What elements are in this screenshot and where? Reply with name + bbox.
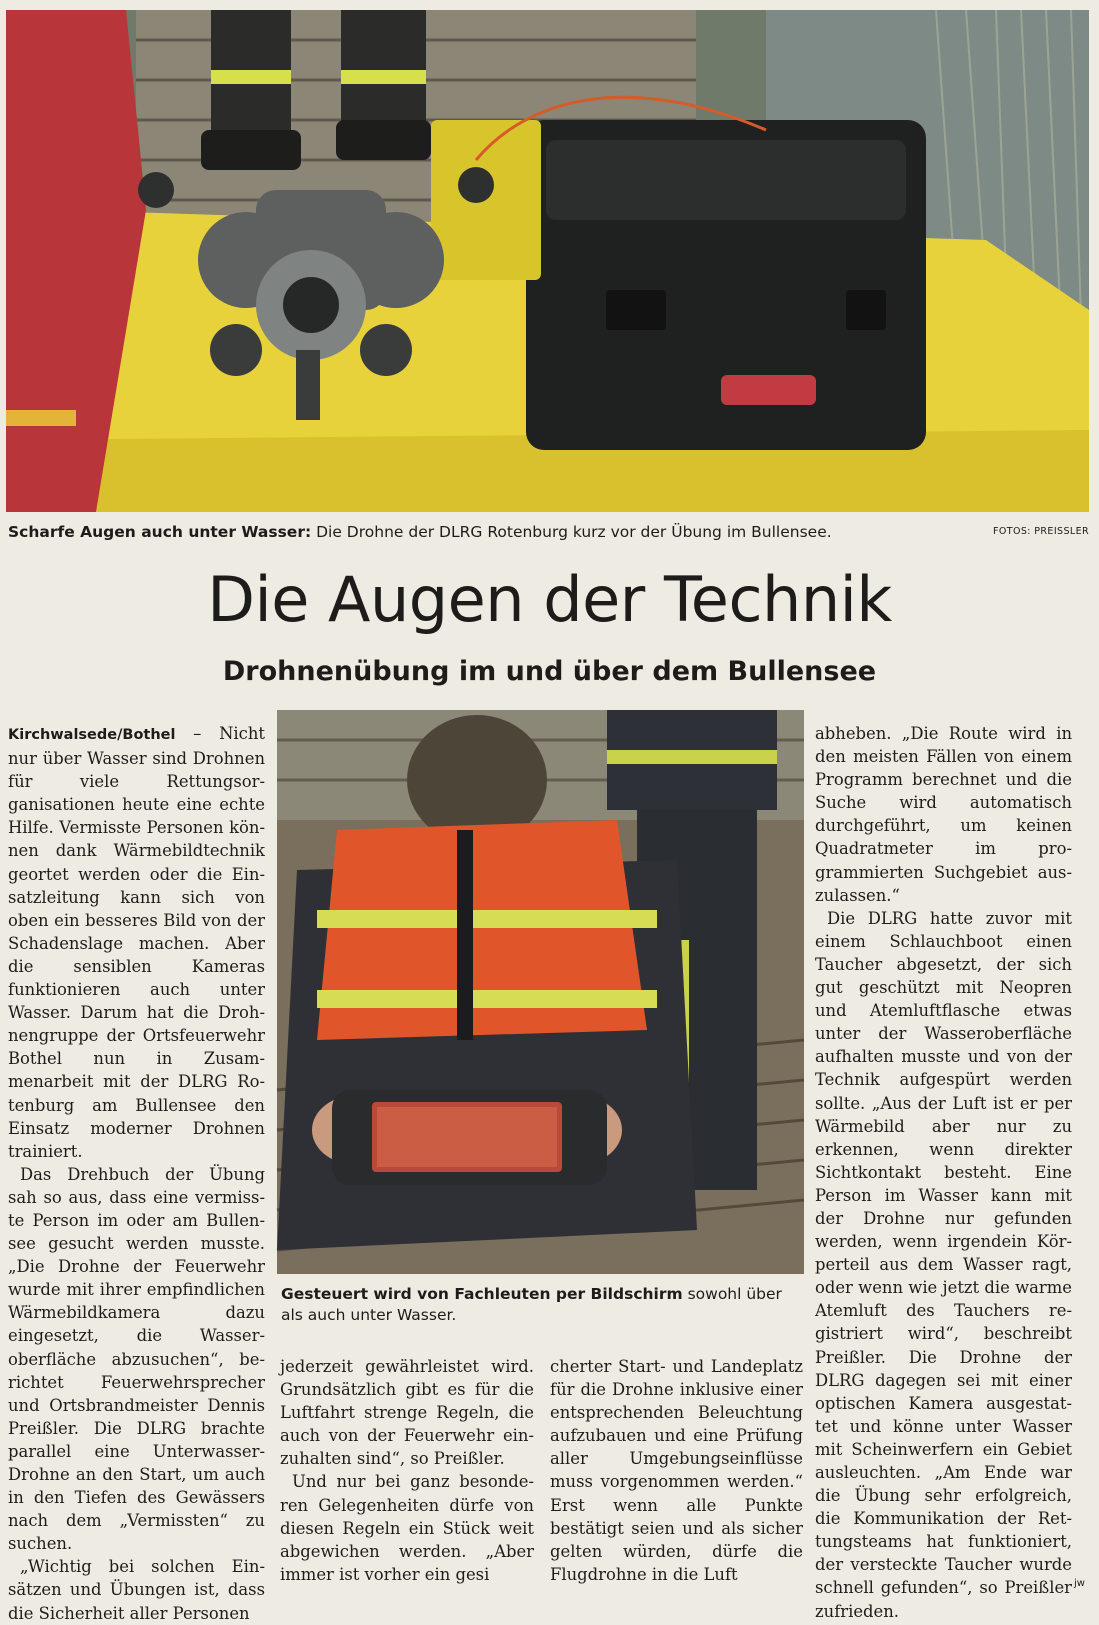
photo-credit: FOTOS: PREISSLER — [993, 526, 1089, 537]
article-column-left — [8, 722, 265, 1625]
paragraph: Das Drehbuch der Übung sah so aus, dass eine vermisste Person im oder am Bullensee gesucht werden musste. „Die Drohne der Feuerwehr wurde mit ihrer empfindlichen Wärmebildkamera dazu eingesetzt, die Wasseroberfläche abzusuchen“, berichtet Feuerwehrsprecher und Ortsbrandmeister Dennis Preißler. Die DLRG brachte parallel eine Unterwasser-Drohne an den Start, um auch in den Tiefen des Gewässers nach dem „Vermissten“ zu suchen. — [8, 1164, 265, 1554]
top-photo-caption — [8, 522, 948, 542]
author-initials: jw — [1074, 1578, 1085, 1589]
paragraph: „Wichtig bei solchen Einsätzen und Übungen ist, dass die Sicherheit aller Personen — [8, 1557, 265, 1623]
controller-photo — [277, 710, 804, 1274]
headline: Die Augen der Technik — [207, 563, 892, 636]
lead-paragraph — [8, 722, 265, 1163]
article-column-mid-1 — [280, 1355, 534, 1586]
lead-text: – Nicht nur über Wasser sind Drohnen für viele Rettungsorganisationen heute eine echte Hilfe. Vermisste Personen können dank Wärmebildtechnik geortet werden oder die Einsatzleitung kann sich von oben ein besseres Bild von der Schadenslage machen. Aber die sensiblen Kameras funktionieren auch unter Wasser. Darum hat die Drohnengruppe der Ortsfeuerwehr Bothel nun in Zusammenarbeit mit der DLRG Rotenburg am Bullensee den Einsatz moderner Drohnen trainiert. — [8, 724, 265, 1161]
top-caption-bold: Scharfe Augen auch unter Wasser: — [8, 523, 312, 541]
paragraph: Und nur bei ganz besonderen Gelegenheiten dürfe von diesen Regeln ein Stück weit abgewichen werden. „Aber immer ist vorher ein gesi — [280, 1472, 534, 1584]
dateline: Kirchwalsede/Bothel — [8, 727, 176, 743]
controller-photo-caption — [281, 1284, 801, 1326]
paragraph: Die DLRG hatte zuvor mit einem Schlauchboot einen Taucher abgesetzt, der sich gut geschützt mit Neopren und Atemluftflasche etwas unter der Wasseroberfläche aufhalten musste und von der Technik aufgespürt werden sollte. „Aus der Luft ist er per Wärmebild aber nur zu erkennen, wenn direkter Sichtkontakt besteht. Eine Person im Wasser kann mit der Drohne nur gefunden werden, wenn irgendein Körperteil aus dem Wasser ragt, oder wenn wie jetzt die warme Atemluft des Tauchers registriert wird“, beschreibt Preißler. Die Drohne der DLRG dagegen sei mit einer optischen Kamera ausgestattet und könne unter Wasser mit Scheinwerfern ein Gebiet ausleuchten. „Am Ende war die Übung sehr erfolgreich, die Kommunikation der Rettungsteams hat funktioniert, der versteckte Taucher wurde schnell gefunden“, so Preißler zufrieden. — [815, 908, 1072, 1621]
paragraph: abheben. „Die Route wird in den meisten Fällen von einem Programm berechnet und die Suche wird automatisch durchgeführt, um keinen Quadratmeter im programmierten Suchgebiet auszulassen.“ — [815, 724, 1072, 905]
article-column-right — [815, 722, 1072, 1623]
drone-photo — [6, 10, 1089, 512]
paragraph: cherter Start- und Landeplatz für die Drohne inklusive einer entsprechenden Beleuchtung aufzubauen und eine Prüfung aller Umgebungseinflüsse muss vorgenommen werden.“ Erst wenn alle Punkte bestätigt seien und als sicher gelten würden, dürfe die Flugdrohne in die Luft — [550, 1357, 803, 1584]
mid-caption-bold: Gesteuert wird von Fachleuten per Bildschirm — [281, 1285, 683, 1303]
article-column-mid-2 — [550, 1355, 803, 1586]
top-caption-text: Die Drohne der DLRG Rotenburg kurz vor der Übung im Bullensee. — [311, 523, 832, 541]
subheadline: Drohnenübung im und über dem Bullensee — [222, 656, 877, 687]
mid-caption-text: sowohl über als auch unter Wasser. — [281, 1285, 782, 1324]
paragraph: jederzeit gewährleistet wird. Grundsätzlich gibt es für die Luftfahrt strenge Regeln, die auch von der Feuerwehr einzuhalten sind“, so Preißler. — [280, 1357, 534, 1469]
